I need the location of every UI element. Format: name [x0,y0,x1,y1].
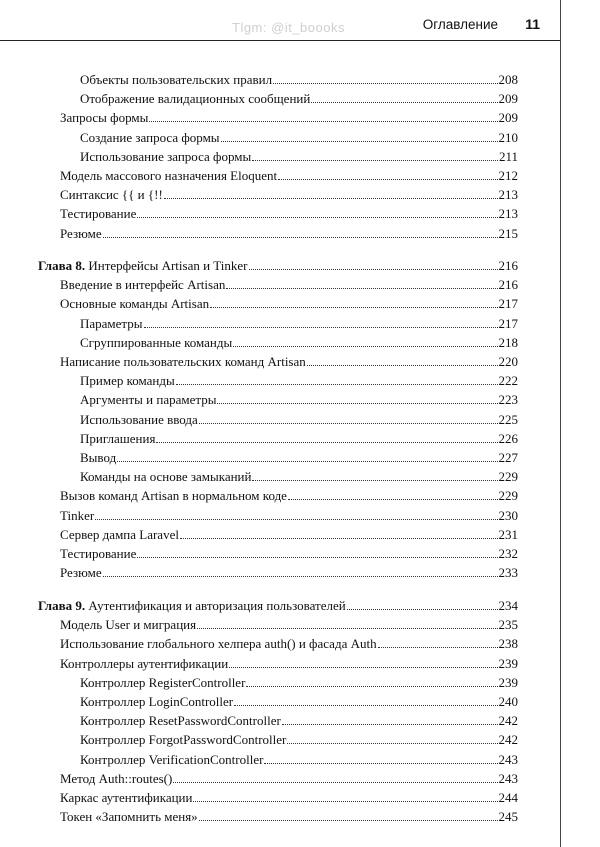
toc-entry-title [80,333,232,353]
toc-entry-page: 220 [498,354,518,369]
toc-entry [80,70,518,90]
chapter-number: Глава 8. [38,258,86,273]
dot-leader [378,647,498,648]
dot-leader [278,179,497,180]
dot-leader [287,743,497,744]
dot-leader [199,423,498,424]
toc-entry-page: 216 [498,258,518,273]
toc-entry-text: Вывод [80,450,117,465]
toc-entry [60,352,518,372]
toc-entry-title [60,615,196,635]
toc-entry [60,634,518,654]
toc-entry-page: 210 [498,129,518,145]
toc-entry-text: Контроллер RegisterController [80,674,246,690]
toc-entry-text: Сервер дампа Laravel [60,526,179,542]
toc-entry-text: Приглашения [80,430,156,446]
dot-leader [117,461,497,462]
toc-entry [80,390,518,410]
dot-leader [137,557,497,558]
toc-entry [60,204,518,224]
toc-entry-text: Каркас аутентификации [60,790,193,805]
toc-entry [80,692,518,712]
toc-entry-page: 215 [498,225,518,241]
toc-entry [80,147,518,167]
dot-leader [103,237,498,238]
toc-entry [80,730,518,750]
toc-entry-page: 227 [498,450,518,465]
toc-entry-page: 209 [498,91,518,107]
toc-entry-title [38,596,346,616]
dot-leader [288,499,498,500]
toc-entry [80,673,518,693]
toc-entry-page: 223 [498,392,518,408]
toc-entry-text: Модель User и миграция [60,617,197,633]
dot-leader [95,519,497,520]
dot-leader [273,83,497,84]
toc-entry-title [60,654,228,674]
toc-entry-text: Интерфейсы Artisan и Tinker [85,258,248,273]
toc-entry-title [80,448,116,468]
toc-entry-title [80,314,143,334]
dot-leader [226,288,497,289]
toc-entry-page: 217 [498,315,518,331]
toc-entry-title [60,506,94,526]
toc-entry-text: Контроллеры аутентификации [60,655,229,671]
toc-entry-text: Tinker [60,507,95,523]
toc-entry-text: Сгруппированные команды [80,334,233,350]
toc-entry-page: 244 [498,790,518,805]
running-header [0,10,560,36]
toc-entry-text: Отображение валидационных сообщений [80,91,311,107]
toc-entry-page: 226 [498,430,518,446]
toc-entry-page: 239 [498,655,518,671]
dot-leader [173,782,497,783]
dot-leader [217,403,497,404]
toc-entry-text: Введение в интерфейс Artisan [60,277,226,293]
toc-entry-page: 235 [498,617,518,633]
toc-entry [60,108,518,128]
toc-entry-page: 225 [498,411,518,427]
toc-entry [60,525,518,545]
toc-entry [80,128,518,148]
toc-entry-text: Вызов команд Artisan в нормальном коде [60,488,287,504]
dot-leader [233,346,497,347]
toc-chapter-entry [38,596,518,616]
watermark-text: Tlgm: @it_boooks [232,20,345,35]
toc-entry-page: 231 [498,526,518,542]
toc-entry [80,410,518,430]
toc-entry-title [60,352,306,372]
toc-entry [60,654,518,674]
toc-entry-page: 213 [498,187,518,203]
toc-entry [80,371,518,391]
dot-leader [156,442,497,443]
page-right-border [560,0,561,847]
toc-entry-title [80,147,251,167]
running-header-title: Оглавление [422,17,498,32]
toc-entry-text: Резюме [60,565,102,581]
toc-entry-text: Основные команды Artisan [60,296,210,312]
chapter-number: Глава 9. [38,598,86,613]
toc-entry [80,333,518,353]
toc-entry-title [60,294,209,314]
toc-entry-text: Использование запроса формы [80,148,252,164]
toc-entry-title [80,750,263,770]
toc-entry-text: Написание пользовательских команд Artisan [60,354,306,369]
toc-entry [80,429,518,449]
toc-entry-page: 245 [498,809,518,825]
toc-entry-title [80,70,272,90]
toc-entry-text: Тестирование [60,546,137,561]
toc-entry-text: Аутентификация и авторизация пользователей [85,598,346,613]
dot-leader [234,705,497,706]
dot-leader [264,763,497,764]
toc-entry [60,615,518,635]
dot-leader [282,724,498,725]
dot-leader [311,102,497,103]
toc-entry-page: 233 [498,565,518,581]
toc-entry-text: Параметры [80,315,143,331]
toc-entry-page: 242 [498,713,518,729]
dot-leader [249,269,498,270]
toc-entry [60,506,518,526]
dot-leader [180,538,498,539]
dot-leader [246,686,497,687]
dot-leader [229,667,497,668]
toc-entry-title [60,563,102,583]
toc-entry-page: 239 [498,674,518,690]
toc-entry-text: Использование ввода [80,411,198,427]
toc-entry-page: 232 [498,546,518,561]
toc-entry-title [80,89,310,109]
toc-entry [60,224,518,244]
dot-leader [347,609,498,610]
toc-entry-page: 229 [498,488,518,504]
toc-entry-page: 209 [498,110,518,126]
toc-entry-title [80,390,216,410]
toc-entry [60,294,518,314]
toc-entry-title [60,224,102,244]
toc-entry [60,807,518,827]
toc-entry-title [60,204,136,224]
dot-leader [137,217,497,218]
toc-entry-text: Использование глобального хелпера auth() и фасада Auth [60,636,377,652]
toc-entry-page: 208 [498,72,518,87]
toc-entry-page: 217 [498,296,518,312]
toc-entry-title [60,544,136,564]
toc-entry [60,486,518,506]
toc-entry-text: Объекты пользовательских правил [80,72,273,87]
toc-entry-text: Контроллер LoginController [80,694,234,709]
toc-entry-text: Создание запроса формы [80,129,220,145]
toc-entry-title [60,788,192,808]
toc-entry [80,750,518,770]
toc-entry-title [60,275,225,295]
dot-leader [176,384,498,385]
toc-entry-title [60,525,179,545]
dot-leader [193,801,497,802]
dot-leader [103,576,498,577]
toc-entry [80,314,518,334]
running-header-page-number: 11 [525,16,540,32]
dot-leader [252,480,497,481]
header-rule [0,40,560,41]
toc-entry-text: Токен «Запомнить меня» [60,809,198,825]
dot-leader [221,141,498,142]
toc-entry-page: 218 [498,334,518,350]
toc-entry-page: 212 [498,168,518,183]
toc-entry-title [80,128,220,148]
toc-entry [60,544,518,564]
dot-leader [252,160,498,161]
toc-entry-text: Команды на основе замыканий [80,469,252,485]
toc-entry-title [80,711,281,731]
toc-entry-text: Контроллер ForgotPasswordController [80,732,287,748]
dot-leader [197,628,497,629]
toc-entry-text: Контроллер ResetPasswordController [80,713,281,729]
toc-entry-page: 240 [498,694,518,709]
toc-chapter-entry [38,256,518,276]
toc-entry [60,185,518,205]
dot-leader [144,327,498,328]
toc-entry-text: Контроллер VerificationController [80,751,264,767]
toc-entry-text: Метод Auth::routes() [60,770,173,786]
dot-leader [164,198,498,199]
toc-entry [60,275,518,295]
toc-entry-title [80,410,198,430]
toc-entry-text: Модель массового назначения Eloquent [60,168,278,183]
toc-entry-page: 229 [498,469,518,485]
toc-entry-page: 243 [498,770,518,786]
toc-entry-title [80,467,251,487]
toc-entry-page: 211 [498,148,518,164]
toc-entry [80,467,518,487]
toc-entry-title [60,166,277,186]
toc-entry [80,89,518,109]
toc-entry-page: 242 [498,732,518,748]
toc-entry-title [60,769,172,789]
toc-entry-title [60,486,287,506]
toc-entry-page: 213 [498,206,518,222]
toc-entry-page: 243 [498,751,518,767]
dot-leader [149,121,497,122]
toc-entry [80,711,518,731]
toc-entry [80,448,518,468]
toc-entry-text: Пример команды [80,373,175,389]
toc-entry-text: Синтаксис {{ и {!! [60,187,163,203]
toc-entry-page: 230 [498,507,518,523]
toc-entry-title [60,108,148,128]
toc-entry-title [80,673,245,693]
toc-entry-page: 216 [498,277,518,293]
toc-entry-page: 238 [498,636,518,652]
toc-entry-title [38,256,248,276]
toc-entry-title [80,371,175,391]
toc-entry-text: Запросы формы [60,110,149,126]
dot-leader [199,820,498,821]
toc-entry-title [60,185,163,205]
toc-entry [60,769,518,789]
toc-entry-title [60,807,198,827]
dot-leader [307,365,498,366]
toc-entry-text: Резюме [60,225,102,241]
toc-entry-text: Аргументы и параметры [80,392,217,408]
toc-entry-text: Тестирование [60,206,137,222]
dot-leader [210,307,497,308]
toc-entry-title [60,634,377,654]
toc-entry [60,788,518,808]
toc-entry [60,166,518,186]
toc-entry-page: 234 [498,598,518,613]
toc-entry-page: 222 [498,373,518,389]
toc-entry [60,563,518,583]
toc-entry-title [80,692,233,712]
toc-entry-title [80,730,286,750]
toc-entry-title [80,429,155,449]
